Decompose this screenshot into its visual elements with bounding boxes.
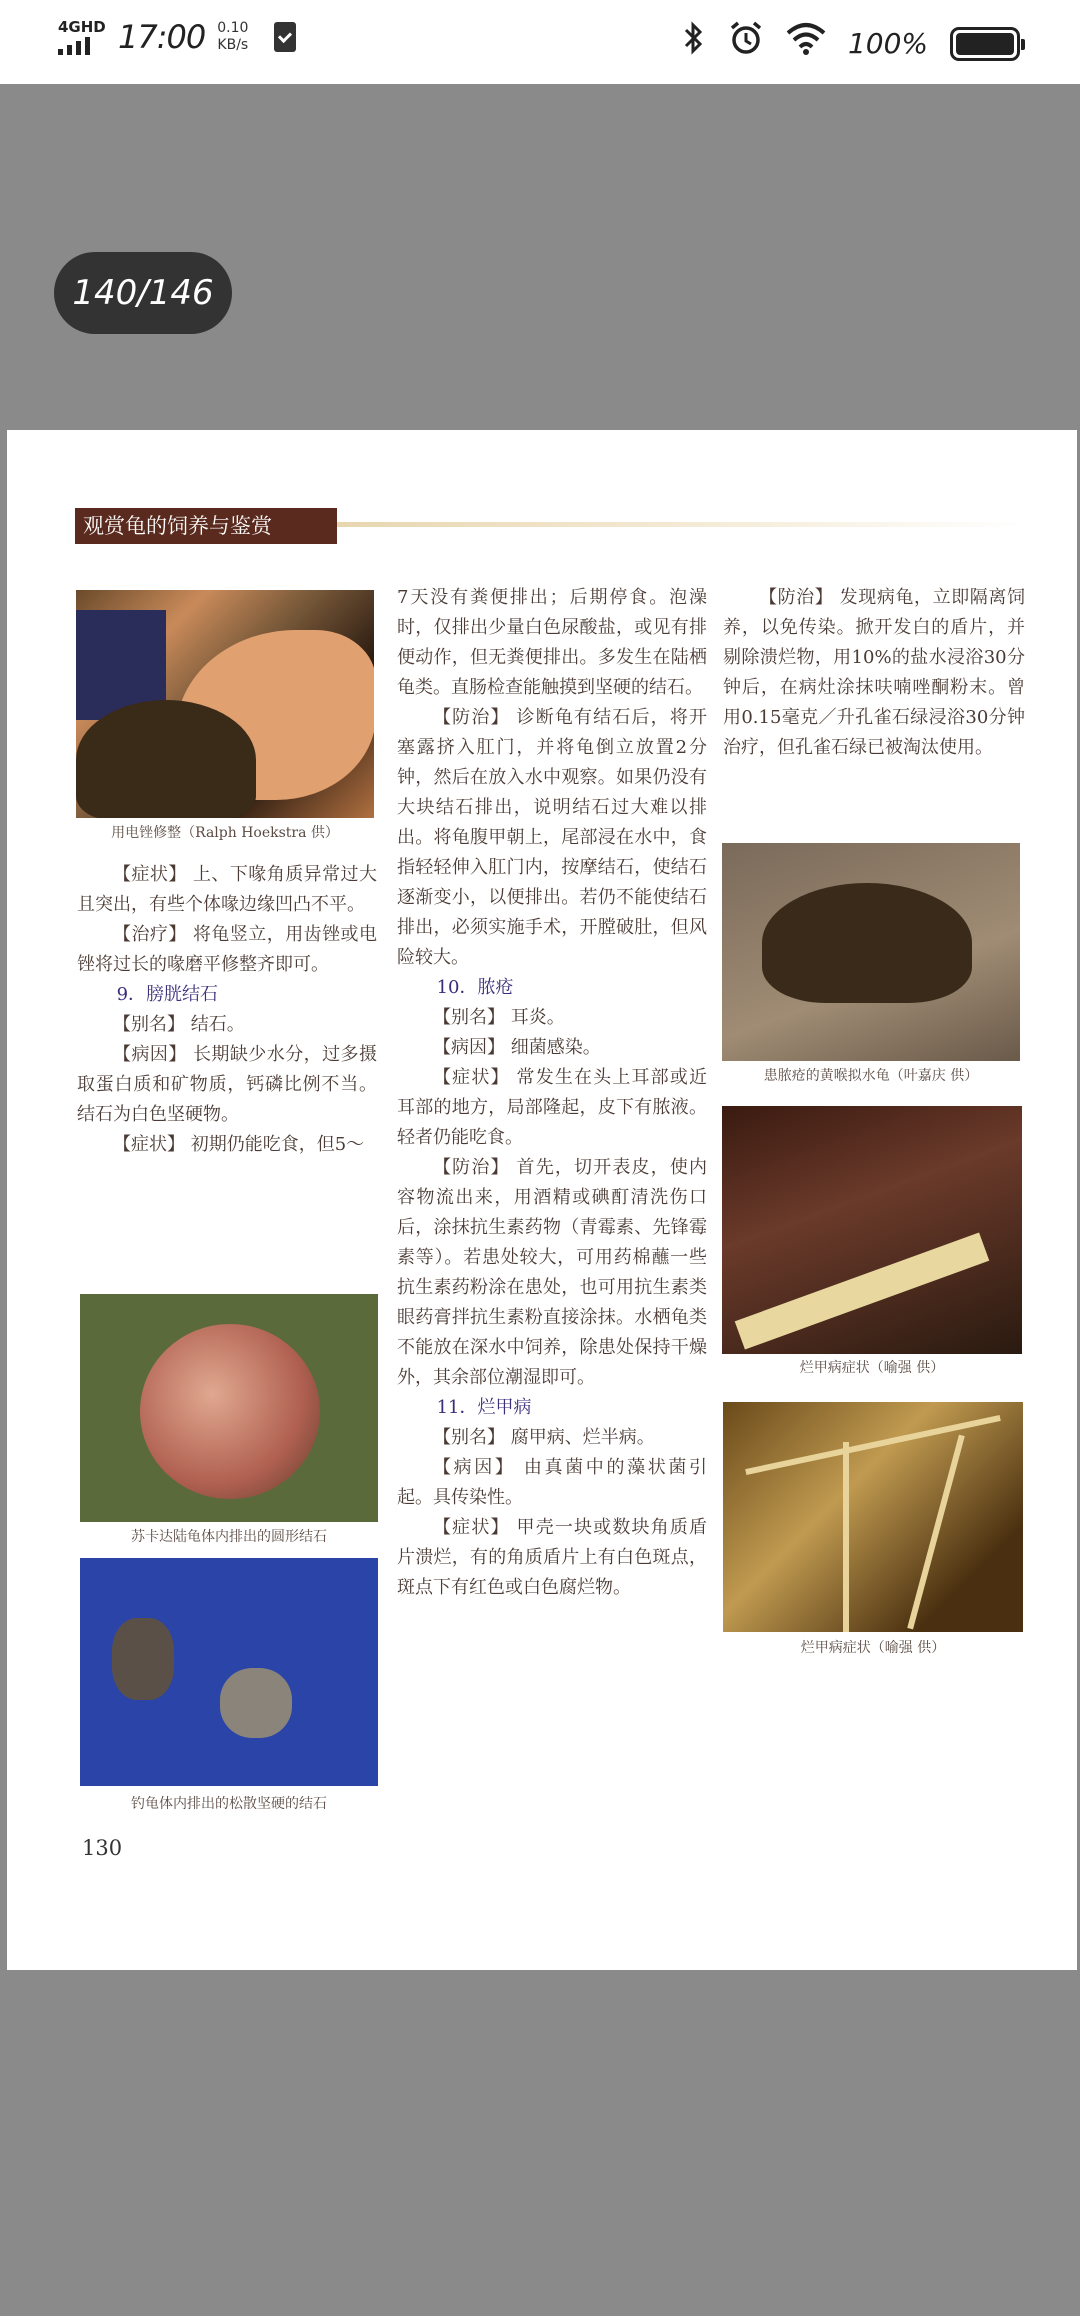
network-type: 4GHD (58, 18, 106, 36)
speed-value: 0.10 (217, 20, 249, 36)
speed-unit: KB/s (217, 37, 249, 53)
photo-shell-rot-2 (723, 1402, 1023, 1632)
clipboard-check-icon (274, 22, 296, 52)
status-right (682, 20, 1020, 67)
paragraph: 【病因】 由真菌中的藻状菌引起。具传染性。 (397, 1457, 707, 1508)
photo-shell-rot-1 (722, 1106, 1022, 1354)
running-header: 观赏龟的饲养与鉴赏 (75, 508, 337, 544)
paragraph: 7天没有粪便排出；后期停食。泡澡时，仅排出少量白色尿酸盐，或见有排便动作，但无粪便排出。多发生在陆栖龟类。直肠检查能触摸到坚硬的结石。 (397, 587, 707, 698)
photo-beak-trimming (76, 590, 374, 818)
photo-abscess-turtle (722, 843, 1020, 1061)
paragraph: 【别名】 耳炎。 (433, 1007, 565, 1028)
paragraph: 【防治】 诊断龟有结石后，将开塞露挤入肛门，并将龟倒立放置2分钟，然后在放入水中观察。如果仍没有大块结石排出，说明结石过大难以排出。将龟腹甲朝上，尾部浸在水中，食指轻轻伸入肛门内，按摩结石，使结石逐渐变小，以便排出。若仍不能使结石排出，必须实施手术，开膛破肚，但风险较大。 (397, 707, 707, 968)
header-rule (337, 522, 1027, 527)
paragraph: 【病因】 细菌感染。 (433, 1037, 601, 1058)
paragraph: 【别名】 结石。 (113, 1014, 245, 1035)
clock: 17:00 (118, 18, 206, 56)
signal-icon (58, 37, 90, 55)
caption-shell-rot-1: 烂甲病症状（喻强 供） (799, 1360, 945, 1376)
column-1-text (77, 860, 377, 1160)
bluetooth-icon (682, 20, 706, 67)
alarm-icon (728, 20, 764, 67)
caption-beak-trimming: 用电锉修整（Ralph Hoekstra 供） (111, 825, 339, 841)
network-indicator (58, 19, 108, 55)
caption-shell-rot-2: 烂甲病症状（喻强 供） (800, 1640, 946, 1656)
photo-loose-stones (80, 1558, 378, 1786)
column-3-text (723, 583, 1025, 763)
caption-abscess-turtle: 患脓疮的黄喉拟水龟（叶嘉庆 供） (763, 1068, 979, 1084)
section-heading: 11．烂甲病 (436, 1397, 532, 1418)
paragraph: 【别名】 腐甲病、烂半病。 (433, 1427, 655, 1448)
photo-round-stone (80, 1294, 378, 1522)
status-bar (0, 0, 1080, 84)
paragraph: 【症状】 上、下喙角质异常过大且突出，有些个体喙边缘凹凸不平。 (77, 864, 377, 915)
section-heading: 9．膀胱结石 (116, 984, 219, 1005)
caption-loose-stones: 钓龟体内排出的松散坚硬的结石 (131, 1796, 327, 1812)
paragraph: 【病因】 长期缺少水分，过多摄取蛋白质和矿物质，钙磷比例不当。结石为白色坚硬物。 (77, 1044, 377, 1125)
page-number: 130 (82, 1836, 123, 1860)
paragraph: 【症状】 甲壳一块或数块角质盾片溃烂，有的角质盾片上有白色斑点，斑点下有红色或白色腐烂物。 (397, 1517, 707, 1598)
paragraph: 【症状】 初期仍能吃食，但5～ (113, 1134, 365, 1155)
status-left (58, 18, 296, 56)
paragraph: 【防治】 发现病龟，立即隔离饲养，以免传染。掀开发白的盾片，并剔除溃烂物，用10%的盐水浸浴30分钟后，在病灶涂抹呋喃唑酮粉末。曾用0.15毫克／升孔雀石绿浸浴30分钟治疗，但孔雀石绿已被淘汰使用。 (723, 587, 1025, 758)
caption-round-stone: 苏卡达陆龟体内排出的圆形结石 (131, 1529, 327, 1545)
network-speed (217, 20, 248, 54)
paragraph: 【症状】 常发生在头上耳部或近耳部的地方，局部隆起，皮下有脓液。轻者仍能吃食。 (397, 1067, 707, 1148)
page-indicator[interactable]: 140/146 (54, 252, 232, 334)
section-heading: 10．脓疮 (436, 977, 514, 998)
battery-percent: 100% (847, 27, 928, 60)
battery-icon (950, 27, 1020, 61)
wifi-icon (786, 21, 826, 66)
column-2-text (397, 583, 707, 1603)
paragraph: 【防治】 首先，切开表皮，使内容物流出来，用酒精或碘酊清洗伤口后，涂抹抗生素药物（青霉素、先锋霉素等）。若患处较大，可用药棉蘸一些抗生素药粉涂在患处，也可用抗生素类眼药膏拌抗生素粉直接涂抹。水栖龟类不能放在深水中饲养，除患处保持干燥外，其余部位潮湿即可。 (397, 1157, 707, 1388)
book-page[interactable] (7, 430, 1077, 1970)
paragraph: 【治疗】 将龟竖立，用齿锉或电锉将过长的喙磨平修整齐即可。 (77, 924, 377, 975)
